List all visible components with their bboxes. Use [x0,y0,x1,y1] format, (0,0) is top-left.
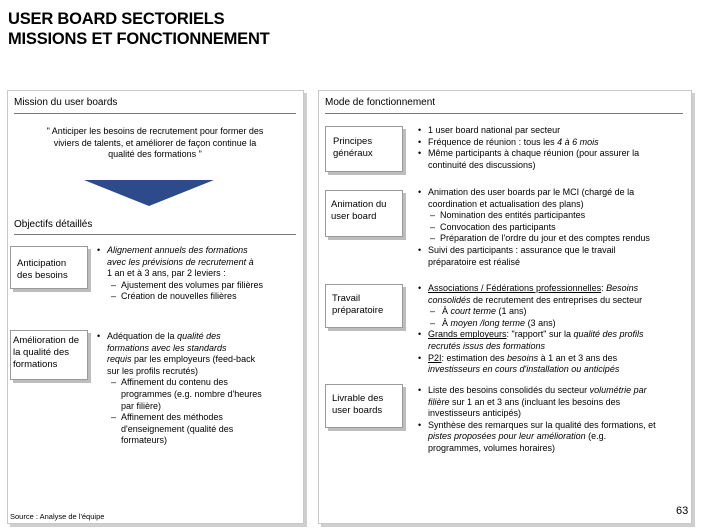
objective-quality-details [97,331,302,447]
travail-label-1: Travail [332,293,361,304]
list-item: • Grands employeurs: "rapport" sur la qualité des profils recrutés issus des formations [418,329,690,352]
objective-quality-box [10,330,88,380]
list-item: – Affinement du contenu des programmes (e.g. nombre d'heures par filière) [107,377,302,412]
list-item: • Adéquation de la qualité des formations avec les standards requis par les employeurs (feed-back sur les profils recrutés) [97,331,302,377]
list-item: – Ajustement des volumes par filières [107,280,297,292]
list-item: • Associations / Fédérations professionnelles: Besoins consolidés de recrutement des entreprises du secteur [418,283,690,306]
objective-anticipation-details [97,245,297,303]
list-item: • Animation des user boards par le MCI (chargé de la coordination et actualisation des plans) [418,187,688,210]
list-item: • Liste des besoins consolidés du secteur volumétrie par filière sur 1 an et 3 ans (incluant les besoins des investisseurs anticipés) [418,385,690,420]
list-item: • Alignement annuels des formations avec les prévisions de recrutement à 1 an et à 3 ans, par 2 leviers : [97,245,297,280]
title-line-1: USER BOARD SECTORIELS [8,10,225,28]
objective-quality-label-1: Amélioration de [13,335,80,346]
livrable-details [418,385,690,455]
quote-line-1: " Anticiper les besoins de recrutement pour former des [46,126,264,136]
principes-details [418,125,688,171]
list-item: – À court terme (1 ans) [424,306,690,318]
objective-anticipation-label-2: des besoins [17,270,68,281]
travail-box [325,284,403,328]
livrable-label-1: Livrable des [332,393,384,404]
page-title [8,9,270,49]
list-item: • Même participants à chaque réunion (pour assurer la continuité des discussions) [418,148,688,171]
quote-line-3: qualité des formations " [108,149,202,160]
source-note: Source : Analyse de l'équipe [10,512,105,521]
page-number: 63 [676,505,689,517]
principes-label-2: généraux [333,148,373,159]
quote-line-2: viviers de talents, et améliorer de façon continue la [53,137,257,148]
list-item: – Nomination des entités participantes [426,210,688,222]
down-arrow-icon [84,180,214,206]
animation-box [325,190,403,237]
animation-label-1: Animation du [331,199,387,210]
mission-quote [14,126,296,161]
list-item: • Synthèse des remarques sur la qualité des formations, et pistes proposées pour leur amélioration (e.g. programmes, volumes horaires) [418,420,690,455]
objectives-divider [14,234,296,235]
title-line-2: MISSIONS ET FONCTIONNEMENT [8,30,270,48]
animation-label-2: user board [331,211,377,222]
principes-label-1: Principes [333,136,373,147]
list-item: • Suivi des participants : assurance que le travail préparatoire est réalisé [418,245,688,268]
travail-details [418,283,690,376]
fonctionnement-panel-header: Mode de fonctionnement [325,97,436,108]
livrable-label-2: user boards [332,405,383,416]
list-item: – Préparation de l'ordre du jour et des comptes rendus [426,233,688,245]
objectives-header: Objectifs détaillés [14,219,93,230]
list-item: – À moyen /long terme (3 ans) [424,318,690,330]
livrable-box [325,384,403,428]
fonctionnement-header-divider [325,113,683,114]
principes-box [325,126,403,172]
animation-details [418,187,688,268]
travail-label-2: préparatoire [332,305,384,316]
list-item: • Fréquence de réunion : tous les 4 à 6 mois [418,137,688,149]
objective-anticipation-box [10,246,88,289]
objective-quality-label-2: la qualité des [13,347,69,358]
list-item: • P2I: estimation des besoins à 1 an et 3 ans des investisseurs en cours d'installation ou anticipés [418,353,690,376]
list-item: – Affinement des méthodes d'enseignement (qualité des formateurs) [107,412,302,447]
objective-quality-label-3: formations [13,359,58,370]
list-item: – Création de nouvelles filières [107,291,297,303]
objective-anticipation-label-1: Anticipation [17,258,67,269]
mission-header-divider [14,113,296,114]
list-item: – Convocation des participants [426,222,688,234]
list-item: • 1 user board national par secteur [418,125,688,137]
mission-panel-header: Mission du user boards [14,97,118,108]
